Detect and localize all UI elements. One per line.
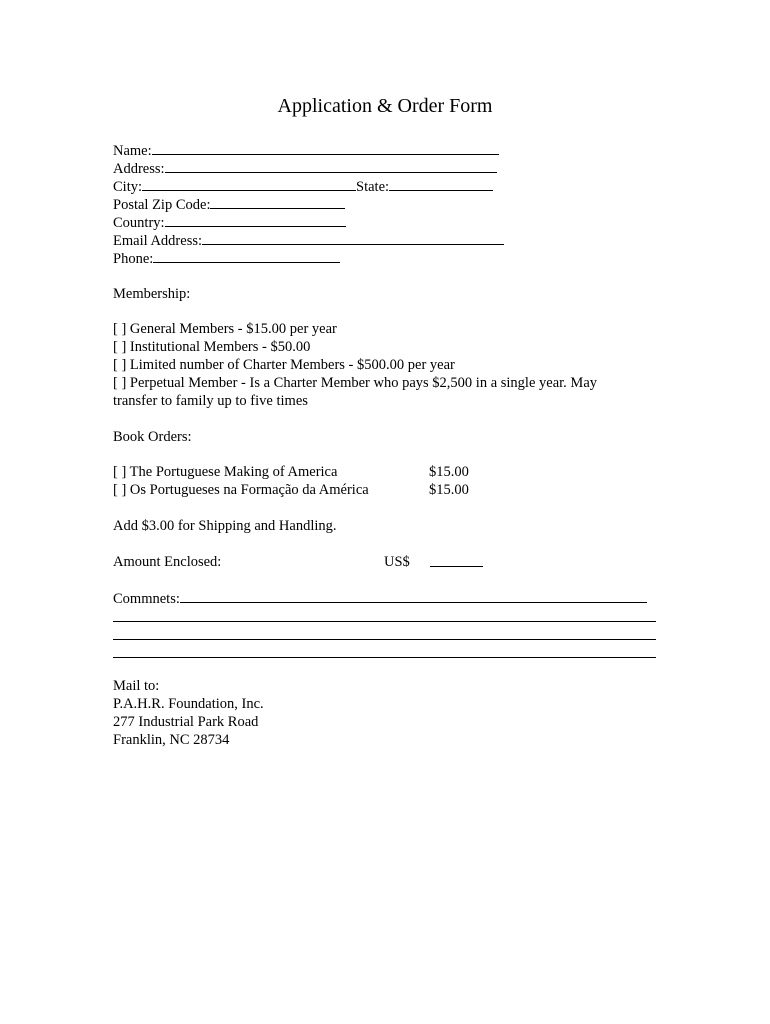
amount-currency: US$ xyxy=(384,554,410,570)
name-field[interactable] xyxy=(152,141,499,155)
amount-field-row xyxy=(430,553,483,571)
book-orders-heading: Book Orders: xyxy=(113,429,192,445)
state-field[interactable] xyxy=(389,177,493,191)
membership-heading: Membership: xyxy=(113,286,191,302)
book-item-price: $15.00 xyxy=(429,464,469,480)
book-item-label: [ ] The Portuguese Making of America xyxy=(113,464,338,480)
comments-line[interactable] xyxy=(113,639,656,640)
name-row xyxy=(113,141,499,159)
email-row xyxy=(113,231,504,249)
phone-field[interactable] xyxy=(153,249,340,263)
comments-line[interactable] xyxy=(113,621,656,622)
address-label: Address: xyxy=(113,161,165,177)
city-state-row xyxy=(113,177,493,195)
address-field[interactable] xyxy=(165,159,497,173)
email-label: Email Address: xyxy=(113,233,203,249)
state-label: State: xyxy=(356,179,390,195)
mail-to-heading: Mail to: xyxy=(113,678,160,694)
membership-option-perpetual-continuation: transfer to family up to five times xyxy=(113,393,308,409)
membership-option-perpetual[interactable]: [ ] Perpetual Member - Is a Charter Member who pays $2,500 in a single year. May xyxy=(113,375,598,391)
phone-row xyxy=(113,249,340,267)
postal-row xyxy=(113,195,345,213)
book-item-price: $15.00 xyxy=(429,482,469,498)
phone-label: Phone: xyxy=(113,251,154,267)
country-field[interactable] xyxy=(165,213,346,227)
postal-field[interactable] xyxy=(210,195,345,209)
email-field[interactable] xyxy=(202,231,504,245)
membership-option-general[interactable]: [ ] General Members - $15.00 per year xyxy=(113,321,337,337)
membership-option-institutional[interactable]: [ ] Institutional Members - $50.00 xyxy=(113,339,311,355)
mail-to-street: 277 Industrial Park Road xyxy=(113,714,259,730)
book-item-portuguese-making[interactable] xyxy=(113,463,533,481)
comments-label: Commnets: xyxy=(113,591,180,607)
amount-field[interactable] xyxy=(430,553,483,567)
name-label: Name: xyxy=(113,143,152,159)
mail-to-organization: P.A.H.R. Foundation, Inc. xyxy=(113,696,264,712)
address-row xyxy=(113,159,497,177)
book-item-os-portugueses[interactable] xyxy=(113,481,533,499)
page-title: Application & Order Form xyxy=(277,95,493,117)
shipping-note: Add $3.00 for Shipping and Handling. xyxy=(113,518,337,534)
country-label: Country: xyxy=(113,215,165,231)
comments-line[interactable] xyxy=(113,657,656,658)
comments-row xyxy=(113,589,647,607)
comments-field[interactable] xyxy=(180,589,647,603)
city-label: City: xyxy=(113,179,143,195)
amount-label: Amount Enclosed: xyxy=(113,554,222,570)
membership-option-charter[interactable]: [ ] Limited number of Charter Members - $500.00 per year xyxy=(113,357,455,373)
mail-to-city: Franklin, NC 28734 xyxy=(113,732,230,748)
book-item-label: [ ] Os Portugueses na Formação da América xyxy=(113,482,369,498)
country-row xyxy=(113,213,346,231)
postal-label: Postal Zip Code: xyxy=(113,197,211,213)
city-field[interactable] xyxy=(142,177,356,191)
